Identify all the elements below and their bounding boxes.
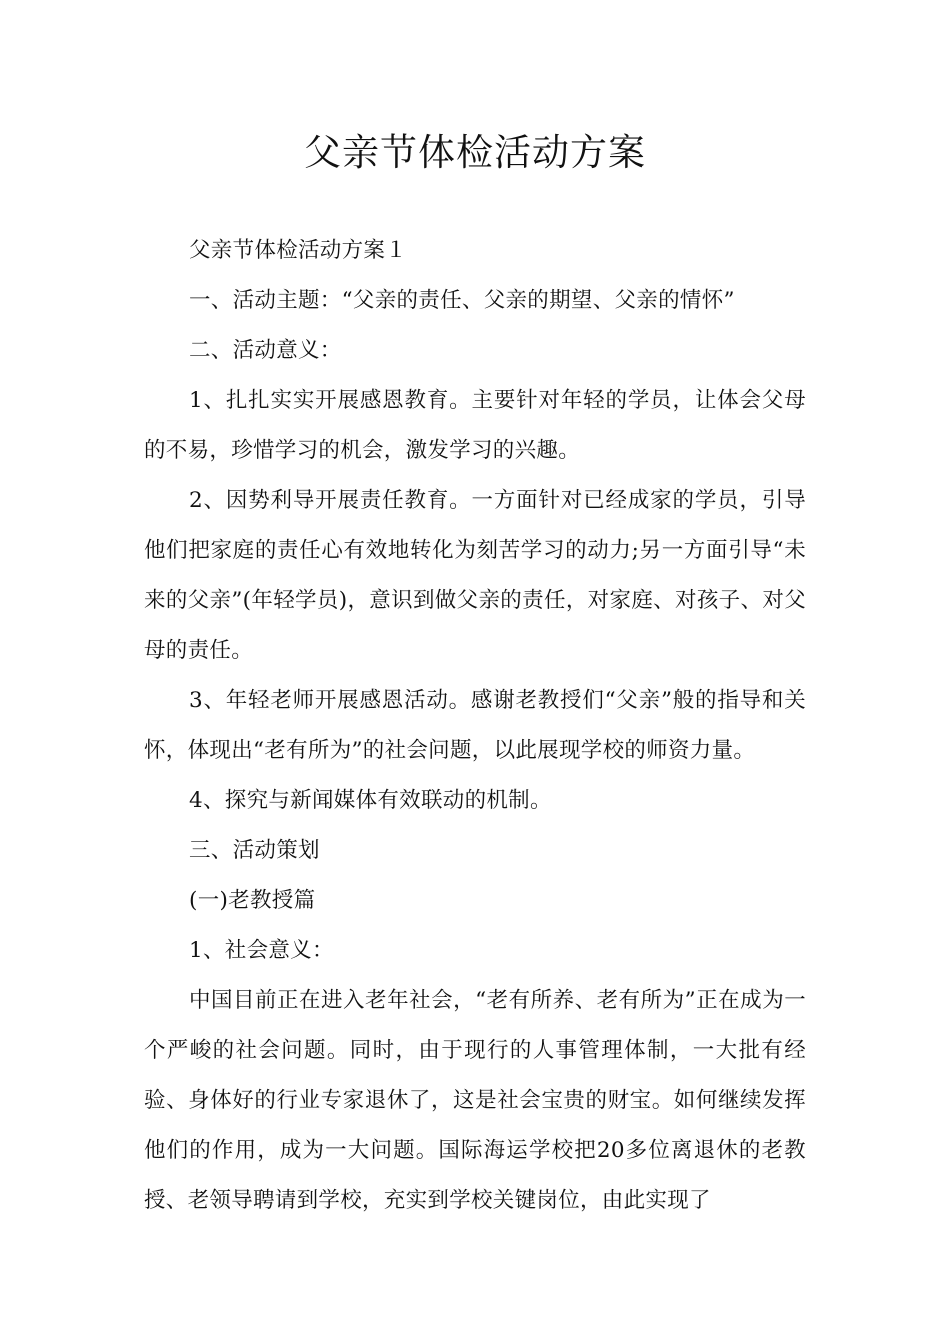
paragraph: 1、社会意义： — [189, 938, 334, 963]
paragraph: 1、扎扎实实开展感恩教育。主要针对年轻的学员，让体会父母的不易，珍惜学习的机会，激发学习的兴趣。 — [144, 388, 806, 463]
paragraph: 3、年轻老师开展感恩活动。感谢老教授们“父亲”般的指导和关怀，体现出“老有所为”的社会问题，以此展现学校的师资力量。 — [144, 688, 806, 763]
paragraph: 父亲节体检活动方案１ — [189, 238, 408, 263]
paragraph: (一)老教授篇 — [189, 888, 316, 913]
paragraph: 二、活动意义： — [189, 338, 342, 363]
paragraph: 三、活动策划 — [189, 838, 320, 863]
document-title: 父亲节体检活动方案 — [304, 131, 646, 174]
paragraph: 4、探究与新闻媒体有效联动的机制。 — [189, 788, 552, 813]
document-body — [144, 226, 806, 1226]
paragraph: 中国目前正在进入老年社会，“老有所养、老有所为”正在成为一个严峻的社会问题。同时，由于现行的人事管理体制，一大批有经验、身体好的行业专家退休了，这是社会宝贵的财宝。如何继续发挥他们的作用，成为一大问题。国际海运学校把20多位离退休的老教授、老领导聘请到学校，充实到学校关键岗位，由此实现了 — [144, 988, 806, 1213]
paragraph: 一、活动主题：“父亲的责任、父亲的期望、父亲的情怀” — [189, 288, 735, 313]
paragraph: 2、因势利导开展责任教育。一方面针对已经成家的学员，引导他们把家庭的责任心有效地转化为刻苦学习的动力;另一方面引导“未来的父亲”(年轻学员)，意识到做父亲的责任，对家庭、对孩子、对父母的责任。 — [144, 488, 806, 663]
